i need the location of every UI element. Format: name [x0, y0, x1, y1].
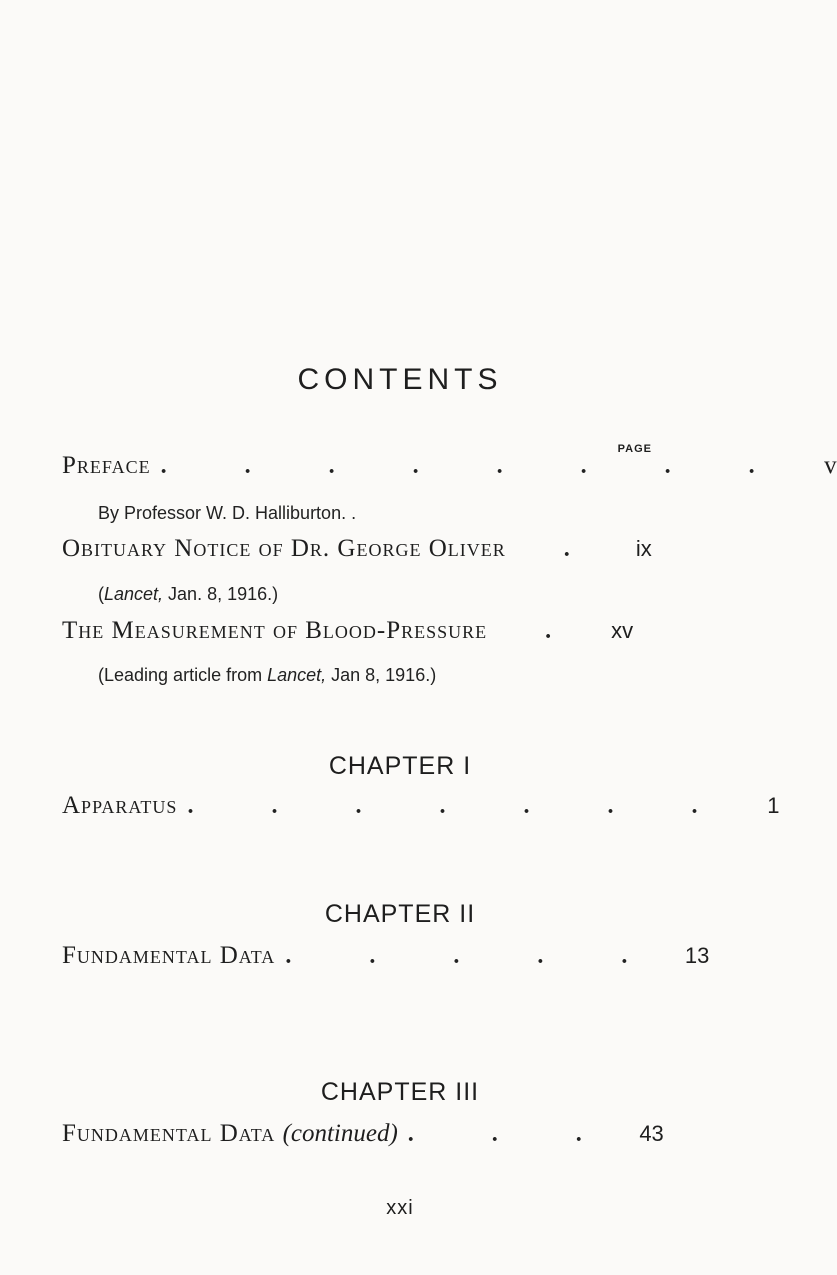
toc-entry-subtitle: (Lancet, Jan. 8, 1916.)	[98, 584, 279, 604]
dot-leader: .	[563, 536, 606, 562]
toc-entry-preface	[62, 452, 837, 486]
page-folio: xxi	[386, 1197, 414, 1219]
dot-leader: .	[545, 618, 588, 644]
toc-page-number: 43	[639, 1121, 664, 1146]
page-title: CONTENTS	[297, 363, 503, 396]
toc-entry-title: Fundamental Data (continued)	[62, 1120, 398, 1147]
toc-page-number: 1	[767, 793, 780, 818]
toc-entry-subtitle: By Professor W. D. Halliburton. .	[98, 503, 357, 523]
toc-entry-obituary	[62, 535, 660, 569]
toc-entry-subtitle: (Leading article from Lancet, Jan 8, 1916.)	[98, 665, 437, 685]
toc-entry-title: Obituary Notice of Dr. George Oliver	[62, 535, 506, 562]
chapter-heading: CHAPTER I	[328, 752, 472, 780]
page-column-label: PAGE	[617, 443, 652, 455]
toc-entry-title: The Measurement of Blood-Pressure	[62, 617, 488, 644]
toc-page-number: 13	[684, 943, 710, 968]
toc-page-number: xv	[611, 618, 634, 643]
toc-entry-measurement	[62, 617, 660, 651]
toc-entry-chapter-1	[62, 792, 780, 826]
toc-entry-title: Preface	[62, 452, 151, 479]
toc-entry-chapter-2	[62, 942, 710, 976]
toc-entry-title: Apparatus	[62, 792, 178, 819]
dot-leader: . . . . . . .	[187, 793, 734, 819]
chapter-heading: CHAPTER II	[324, 900, 476, 928]
toc-entry-chapter-3	[62, 1120, 664, 1154]
dot-leader: . . . . . . . .	[160, 453, 791, 479]
dot-leader: . . .	[407, 1121, 618, 1147]
toc-page-number: ix	[635, 536, 652, 561]
toc-page-number: v	[824, 452, 837, 479]
dot-leader: . . . . .	[285, 943, 664, 969]
toc-entry-title: Fundamental Data	[62, 942, 276, 969]
chapter-heading: CHAPTER III	[320, 1078, 480, 1106]
